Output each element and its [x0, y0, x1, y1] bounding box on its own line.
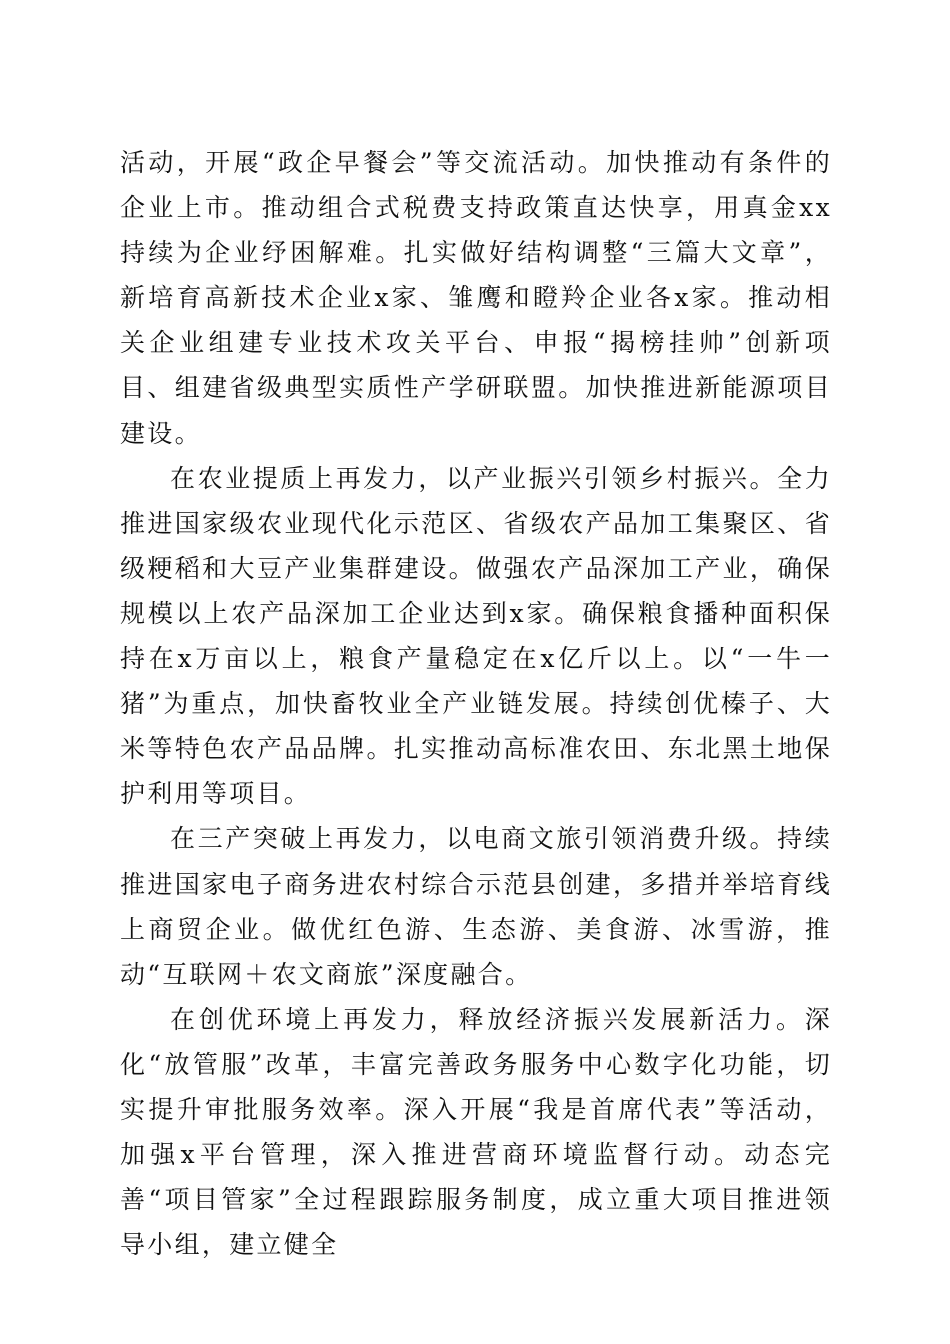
- paragraph-continuation: 活动，开展“政企早餐会”等交流活动。加快推动有条件的企业上市。推动组合式税费支持政策直达快享，用真金xx持续为企业纾困解难。扎实做好结构调整“三篇大文章”，新培育高新技术企业x家、雏鹰和瞪羚企业各x家。推动相关企业组建专业技术攻关平台、申报“揭榜挂帅”创新项目、组建省级典型实质性产学研联盟。加快推进新能源项目建设。: [120, 148, 832, 448]
- paragraph-agriculture: 在农业提质上再发力，以产业振兴引领乡村振兴。全力推进国家级农业现代化示范区、省级农产品加工集聚区、省级粳稻和大豆产业集群建设。做强农产品深加工产业，确保规模以上农产品深加工企业达到x家。确保粮食播种面积保持在x万亩以上，粮食产量稳定在x亿斤以上。以“一牛一猪”为重点，加快畜牧业全产业链发展。持续创优榛子、大米等特色农产品品牌。扎实推动高标准农田、东北黑土地保护利用等项目。: [120, 463, 832, 809]
- paragraph-tertiary-industry: 在三产突破上再发力，以电商文旅引领消费升级。持续推进国家电子商务进农村综合示范县创建，多措并举培育线上商贸企业。做优红色游、生态游、美食游、冰雪游，推动“互联网＋农文商旅”深度融合。: [120, 824, 832, 989]
- paragraph-business-environment: 在创优环境上再发力，释放经济振兴发展新活力。深化“放管服”改革，丰富完善政务服务中心数字化功能，切实提升审批服务效率。深入开展“我是首席代表”等活动，加强x平台管理，深入推进营商环境监督行动。动态完善“项目管家”全过程跟踪服务制度，成立重大项目推进领导小组，建立健全: [120, 1004, 832, 1260]
- document-body: [120, 140, 832, 1267]
